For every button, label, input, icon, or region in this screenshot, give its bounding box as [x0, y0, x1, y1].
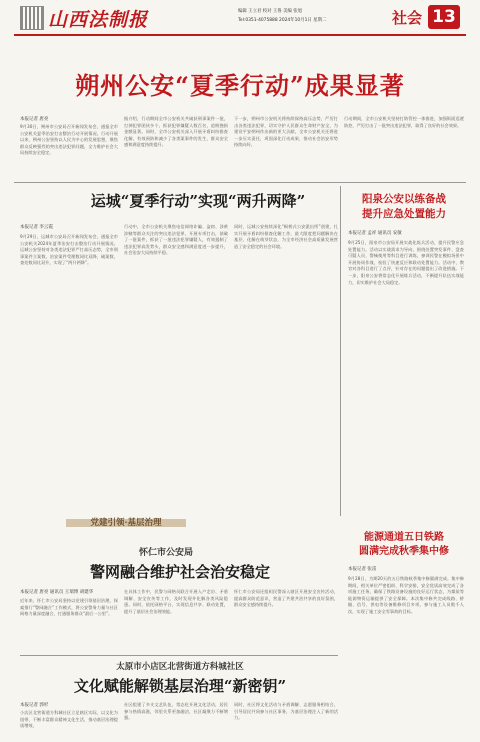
article4-column-2: 在具体工作中，民警与网格员联合开展入户走访、矛盾调解、安全宣传等工作，及时发现并化解各类风险隐患。同时，依托网格平台，实现信息共享、联动处置，提升了基层社会治理效能。	[124, 589, 228, 614]
article2-byline: 本报记者 李云霞	[20, 225, 53, 230]
section-banner	[66, 516, 186, 530]
article4-headline: 警网融合维护社会治安稳定	[89, 563, 270, 581]
section-label: 社会	[392, 9, 423, 27]
article1-column-3: 下一步，朔州市公安机关将持续保持高压态势，严厉打击各类违法犯罪，切实守护人民群众生命财产安全，为建设平安朔州作出新的更大贡献。全市公安机关还将进一步压实责任，巩固深化行动成果，推动社会治安形势持续向好。	[234, 116, 338, 148]
article6-column-2: 社区组建了多支文艺队伍，常态化开展文化活动，居民参与热情高涨，邻里关系更加融洽，社区凝聚力不断增强。	[124, 702, 228, 721]
article1-column-1: 9月30日，朔州市公安局召开新闻发布会，通报全市公安机关夏季治安打击整治行动开展情况。行动开展以来，朔州公安坚持以人民为中心的发展思想，聚焦群众反映强烈的突出违法犯罪问题，全力维护社会大局持续安全稳定。	[20, 124, 118, 156]
article5-headline	[344, 531, 464, 559]
article5-byline: 本报记者 张雷	[348, 567, 377, 572]
article3-headline-line2: 提升应急处置能力	[362, 208, 446, 220]
page-meta	[238, 8, 398, 23]
qr-code-icon	[20, 6, 44, 30]
article2-column-2: 行动中，全市公安机关聚焦电信网络诈骗、盗窃、涉黄涉赌等群众关注的突出违法犯罪，开展专项打击，侦破了一批案件，抓获了一批违法犯罪嫌疑人，有效遏制了违法犯罪高发势头，群众安全感和满意度进一步提升，社会治安大局持续平稳。	[124, 224, 228, 256]
article6-column-1: 小店区北营街道方科城社区立足辖区实际，以文化为纽带，不断丰富群众精神文化生活，推动基层治理提质增效。	[20, 710, 118, 729]
article2-headline: 运城“夏季行动”实现“两升两降”	[90, 192, 306, 210]
article4-column-3: 怀仁市公安局还组织民警深入辖区开展安全宣传活动，提高群众防范意识，营造了共建共治共享的良好氛围，群众安全感持续提升。	[234, 589, 338, 608]
article5-body: 9月28日，为期20天的五日铁路秋季集中修圆满完成。集中修期间，相关单位严密组织、科学安排，安全优质高效完成了各项施工任务，确保了铁路设备设施的良好运行状态，为煤炭等能源物资运输提供了安全保障。本次集中修共完成线路、桥隧、信号、供电等设备维修项目多项，参与施工人员数千人次，实现了施工安全零事故的目标。	[348, 576, 464, 614]
article1-byline: 本报记者 唐亮	[20, 117, 49, 122]
masthead	[0, 0, 480, 42]
article6-column-3: 同时，社区将文化活动与矛盾调解、志愿服务相结合，引导居民共同参与社区事务，为基层治理注入了新的活力。	[234, 702, 338, 721]
article5-headline-line2: 圆满完成秋季集中修	[359, 546, 449, 557]
article4-kicker: 怀仁市公安局	[138, 548, 193, 558]
banner-text: 党建引领·基层治理	[90, 518, 162, 528]
article3-body: 9月25日，阳泉市公安局开展实战化练兵活动，提升民警应急处置能力。活动以实战需求为导向，围绕处置突发事件、盘查可疑人员、警械使用等科目进行训练，参训民警在模拟场景中开展协同作战，检验了快速反应和联动处置能力。活动中，教官对各科目进行了点评，针对存在的问题提出了改进措施。下一步，阳泉公安将常态化开展练兵活动，不断提升队伍实战能力，切实维护社会大局稳定。	[348, 240, 464, 285]
article2-column-1: 9月29日，运城市公安局召开新闻发布会，通报全市公安机关2024年夏季治安打击整治行动开展情况。运城公安坚持对各类违法犯罪严打高压态势，全市刑事案件立案数、治安案件受理数同比双降，破案数、查处数同比双升，实现了“两升两降”。	[20, 234, 118, 266]
masthead-rule	[14, 34, 466, 36]
article3-headline-line1: 阳泉公安以练备战	[362, 193, 446, 205]
article6-byline: 本报记者 郭杉	[20, 703, 49, 708]
page-number-badge	[428, 5, 460, 29]
article3-byline: 本报记者 孟祥 通讯员 安敏	[348, 231, 402, 236]
editor-line: 编辑 王立君 校对 王鲁 美编 张旭	[238, 9, 303, 14]
article6-kicker: 太原市小店区北营街道方科城社区	[116, 662, 244, 672]
contact-date-line: Tel:0351-4075888 2024年10月1日 星期二	[238, 18, 327, 23]
article1-headline: 朔州公安“夏季行动”成果显著	[75, 71, 405, 100]
divider	[14, 182, 466, 183]
article4-column-1: 近年来，怀仁市公安局坚持以党建引领基层治理，探索推行“警网融合”工作模式，将公安警务力量与社区网格力量深度融合，打通服务群众“最后一公里”。	[20, 598, 118, 617]
divider	[20, 655, 338, 656]
article1-column-4: 行动期间，全市公安机关坚持打防管控一体推进，加强街面巡逻防控，严厉打击了一批突出违法犯罪，取得了良好的社会效果。	[344, 116, 464, 128]
article5-headline-line1: 能源通道五日铁路	[364, 532, 444, 543]
article1-column-2: 据介绍，行动期间全市公安机关共破获刑事案件一批，打掉犯罪团伙多个，抓获犯罪嫌疑人数百名，追赃挽损金额显著。同时，全市公安机关深入开展矛盾纠纷排查化解，有效预防和减少了各类案事件的发生，群众安全感和满意度持续提升。	[124, 116, 228, 148]
article3-headline	[344, 192, 464, 222]
newspaper-logo: 山西法制报	[48, 9, 149, 31]
article2-column-3: 同时，运城公安持续深化“枫桥式公安派出所”创建，扎实开展矛盾纠纷排查化解工作，最大限度把问题解决在基层、化解在萌芽状态，为全市经济社会高质量发展营造了安全稳定的社会环境。	[234, 224, 338, 249]
article4-byline: 本报记者 唐亮 通讯员 王瑞博 胡建华	[20, 590, 94, 595]
page-number: 13	[432, 7, 456, 27]
column-divider	[340, 186, 341, 516]
article6-headline: 文化赋能解锁基层治理“新密钥”	[73, 677, 287, 695]
